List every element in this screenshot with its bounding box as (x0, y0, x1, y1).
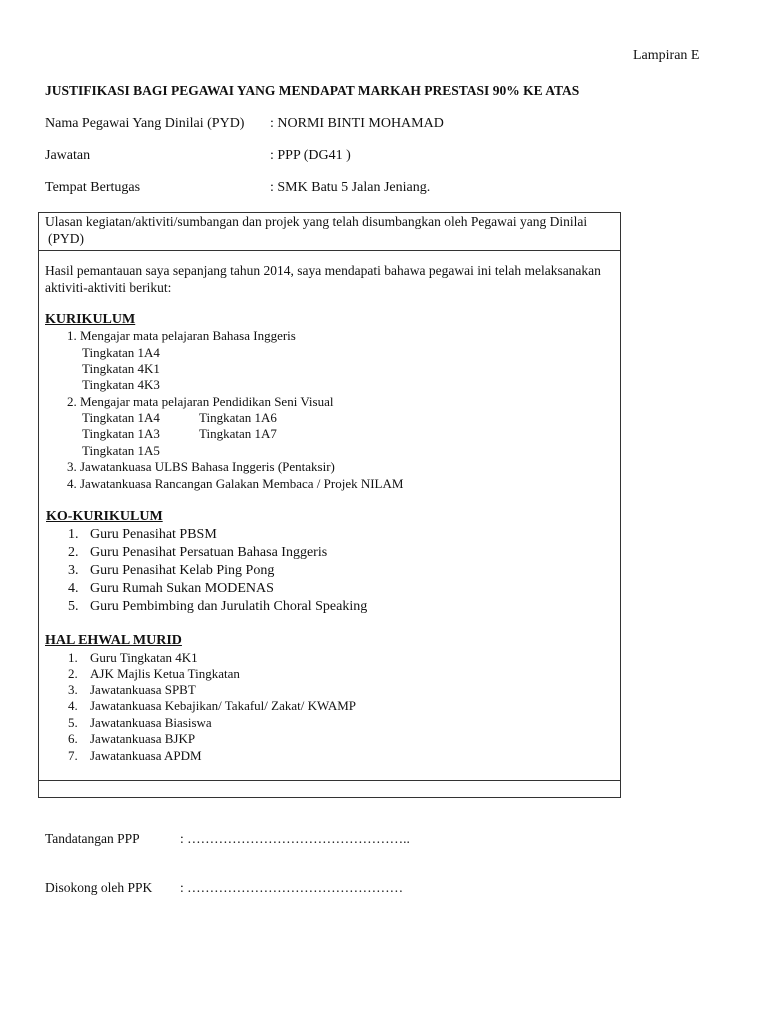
list-item: Jawatankuasa SPBT (90, 682, 196, 697)
list-item-number: 3. (68, 682, 78, 697)
kurikulum-item-3: 3. Jawatankuasa ULBS Bahasa Inggeris (Pentaksir) (67, 459, 335, 474)
list-item: AJK Majlis Ketua Tingkatan (90, 666, 240, 681)
intro-line2: aktiviti-aktiviti berikut: (45, 280, 172, 295)
list-item-number: 5. (68, 599, 79, 614)
kurikulum-item-1-form: Tingkatan 4K1 (82, 361, 160, 376)
signature-label-ppk: Disokong oleh PPK (45, 880, 153, 895)
kurikulum-item-2-form: Tingkatan 1A5 (82, 443, 160, 458)
list-item-number: 3. (68, 563, 79, 578)
list-item: Guru Rumah Sukan MODENAS (90, 581, 274, 596)
annex-label: Lampiran E (633, 48, 700, 63)
list-item: Jawatankuasa Biasiswa (90, 715, 212, 730)
list-item-number: 1. (68, 527, 79, 542)
list-item: Jawatankuasa BJKP (90, 731, 196, 746)
box-heading-line1: Ulasan kegiatan/aktiviti/sumbangan dan projek yang telah disumbangkan oleh Pegawai yang Dinilai (45, 214, 588, 229)
kurikulum-item-2-form: Tingkatan 1A6 (199, 410, 277, 425)
list-item: Jawatankuasa Kebajikan/ Takaful/ Zakat/ KWAMP (90, 698, 356, 713)
signature-label-ppp: Tandatangan PPP (45, 831, 140, 846)
box-divider-bottom (38, 780, 621, 781)
kurikulum-item-4: 4. Jawatankuasa Rancangan Galakan Membaca / Projek NILAM (67, 476, 404, 491)
info-value-position: : PPP (DG41 ) (270, 148, 351, 163)
list-item: Guru Tingkatan 4K1 (90, 650, 198, 665)
list-item-number: 2. (68, 545, 79, 560)
info-label-name: Nama Pegawai Yang Dinilai (PYD) (45, 116, 245, 131)
document-title: JUSTIFIKASI BAGI PEGAWAI YANG MENDAPAT MARKAH PRESTASI 90% KE ATAS (45, 83, 580, 98)
kurikulum-item-2-form: Tingkatan 1A7 (199, 426, 277, 441)
kurikulum-item-1: 1. Mengajar mata pelajaran Bahasa Inggeris (67, 328, 296, 343)
signature-line-ppp: : ………………………………………….. (180, 831, 410, 846)
kokurikulum-heading: KO-KURIKULUM (46, 509, 163, 524)
list-item-number: 5. (68, 715, 78, 730)
box-heading-line2: (PYD) (48, 231, 84, 246)
signature-line-ppk: : ………………………………………… (180, 880, 404, 895)
info-value-name: : NORMI BINTI MOHAMAD (270, 116, 444, 131)
info-label-position: Jawatan (45, 148, 91, 163)
kurikulum-heading: KURIKULUM (45, 312, 136, 327)
list-item: Guru Pembimbing dan Jurulatih Choral Speaking (90, 599, 368, 614)
list-item-number: 4. (68, 581, 79, 596)
kurikulum-item-1-form: Tingkatan 1A4 (82, 345, 160, 360)
list-item-number: 1. (68, 650, 78, 665)
info-label-workplace: Tempat Bertugas (45, 180, 141, 195)
list-item-number: 4. (68, 698, 78, 713)
list-item-number: 2. (68, 666, 78, 681)
box-divider-top (38, 250, 621, 251)
hem-heading: HAL EHWAL MURID (45, 633, 182, 648)
list-item: Guru Penasihat Kelab Ping Pong (90, 563, 275, 578)
intro-line1: Hasil pemantauan saya sepanjang tahun 2014, saya mendapati bahawa pegawai ini telah melaksanakan (45, 263, 601, 278)
kurikulum-item-2-form: Tingkatan 1A4 (82, 410, 160, 425)
list-item: Jawatankuasa APDM (90, 748, 202, 763)
kurikulum-item-2: 2. Mengajar mata pelajaran Pendidikan Seni Visual (67, 394, 334, 409)
list-item-number: 7. (68, 748, 78, 763)
kurikulum-item-1-form: Tingkatan 4K3 (82, 377, 160, 392)
info-value-workplace: : SMK Batu 5 Jalan Jeniang. (270, 180, 431, 195)
kurikulum-item-2-form: Tingkatan 1A3 (82, 426, 160, 441)
list-item-number: 6. (68, 731, 78, 746)
list-item: Guru Penasihat Persatuan Bahasa Inggeris (90, 545, 328, 560)
list-item: Guru Penasihat PBSM (90, 527, 217, 542)
